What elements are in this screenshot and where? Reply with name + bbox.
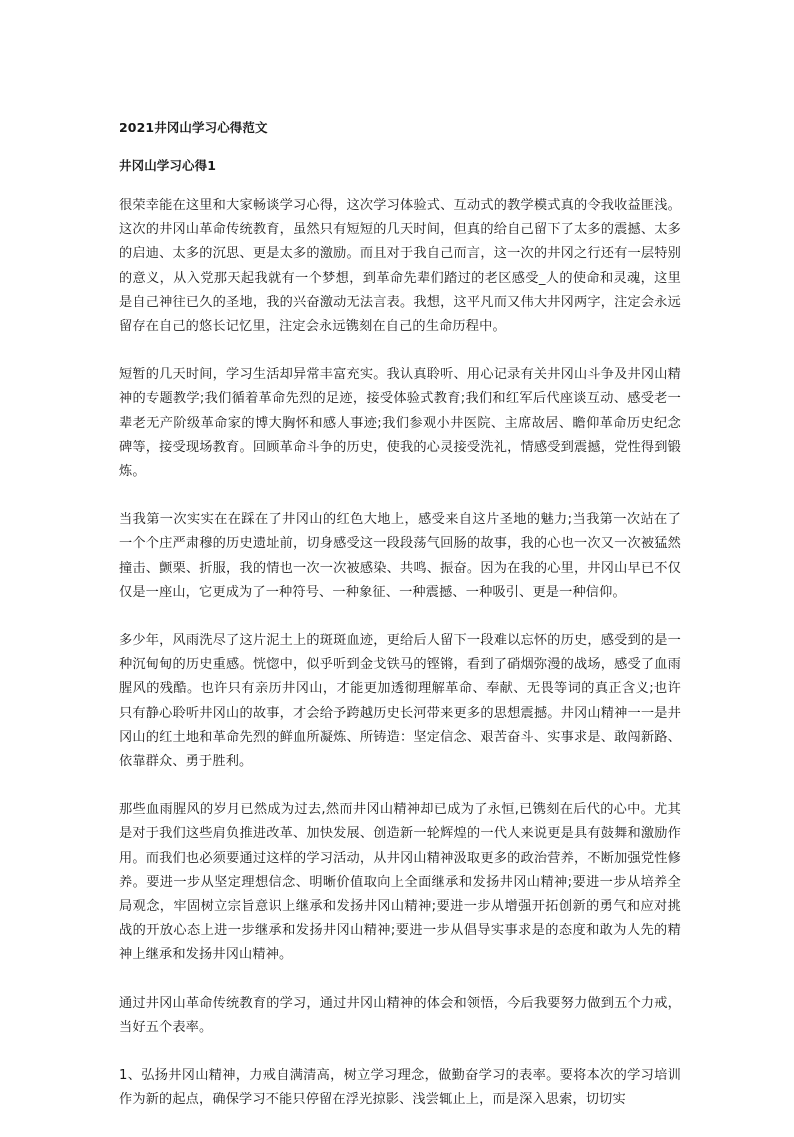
paragraph-1: 很荣幸能在这里和大家畅谈学习心得，这次学习体验式、互动式的教学模式真的令我收益匪浅。这次的井冈山革命传统教育，虽然只有短短的几天时间，但真的给自己留下了太多的震撼、太多的启迪、太多的沉思、更是太多的激励。而且对于我自己而言，这一次的井冈之行还有一层特别的意义，从入党那天起我就有一个梦想，到革命先辈们踏过的老区感受_人的使命和灵魂，这里是自己神往已久的圣地，我的兴奋激动无法言表。我想，这平凡而又伟大井冈两字，注定会永远留存在自己的悠长记忆里，注定会永远镌刻在自己的生命历程中。 xyxy=(119,198,681,335)
document-title: 2021井冈山学习心得范文 xyxy=(119,120,268,135)
numbered-paragraph-1 xyxy=(119,1064,681,1112)
paragraph-6: 通过井冈山革命传统教育的学习，通过井冈山精神的体会和领悟，今后我要努力做到五个力戒，当好五个表率。 xyxy=(119,995,681,1035)
paragraph-5: 那些血雨腥风的岁月已然成为过去,然而井冈山精神却已成为了永恒,已镌刻在后代的心中。尤其是对于我们这些肩负推进改革、加快发展、创造新一轮辉煌的一代人来说更是具有鼓舞和激励作用。而我们也必须要通过这样的学习活动，从井冈山精神汲取更多的政治营养，不断加强党性修养。要进一步从坚定理想信念、明晰价值取向上全面继承和发扬井冈山精神;要进一步从培养全局观念，牢固树立宗旨意识上继承和发扬井冈山精神;要进一步从增强开拓创新的勇气和应对挑战的开放心态上进一步继承和发扬井冈山精神;要进一步从倡导实事求是的态度和敢为人先的精神上继承和发扬井冈山精神。 xyxy=(119,802,681,963)
section-title: 井冈山学习心得1 xyxy=(119,158,216,173)
paragraph-3: 当我第一次实实在在踩在了井冈山的红色大地上，感受来自这片圣地的魅力;当我第一次站在了一个个庄严肃穆的历史遗址前，切身感受这一段段荡气回肠的故事，我的心也一次又一次被猛然撞击、颤栗、折服，我的情也一次一次被感染、共鸣、振奋。因为在我的心里，井冈山早已不仅仅是一座山，它更成为了一种符号、一种象征、一种震撼、一种吸引、更是一种信仰。 xyxy=(119,512,681,600)
item-number: 1、 xyxy=(119,1068,142,1084)
paragraph-4: 多少年，风雨洗尽了这片泥土上的斑斑血迹，更给后人留下一段难以忘怀的历史，感受到的是一种沉甸甸的历史重感。恍惚中，似乎听到金戈铁马的铿锵，看到了硝烟弥漫的战场，感受了血雨腥风的残酷。也许只有亲历井冈山，才能更加透彻理解革命、奉献、无畏等词的真正含义;也许只有静心聆听井冈山的故事，才会给予跨越历史长河带来更多的思想震撼。井冈山精神一一是井冈山的红土地和革命先烈的鲜血所凝炼、所铸造：坚定信念、艰苦奋斗、实事求是、敢闯新路、依靠群众、勇于胜利。 xyxy=(119,633,681,770)
paragraph-2: 短暂的几天时间，学习生活却异常丰富充实。我认真聆听、用心记录有关井冈山斗争及井冈山精神的专题教学;我们循着革命先烈的足迹，接受体验式教育;我们和红军后代座谈互动、感受老一辈老无产阶级革命家的博大胸怀和感人事迹;我们参观小井医院、主席故居、瞻仰革命历史纪念碑等，接受现场教育。回顾革命斗争的历史，使我的心灵接受洗礼，情感受到震撼，党性得到锻炼。 xyxy=(119,367,681,480)
document-body xyxy=(119,116,681,1137)
item-text: 弘扬井冈山精神，力戒自满清高，树立学习理念，做勤奋学习的表率。要将本次的学习培训作为新的起点，确保学习不能只停留在浮光掠影、浅尝辄止上，而是深入思索，切切实 xyxy=(119,1068,681,1108)
